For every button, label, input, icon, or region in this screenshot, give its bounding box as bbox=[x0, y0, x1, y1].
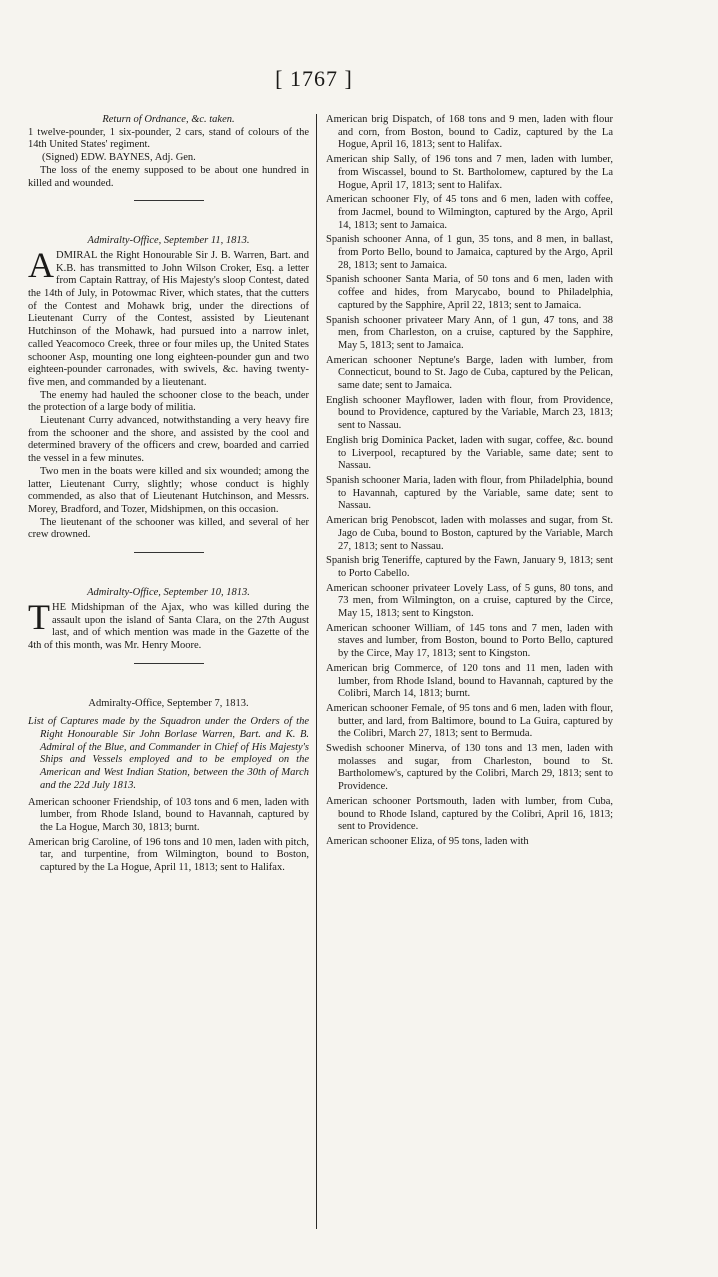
list-item: American schooner Fly, of 45 tons and 6 men, laden with coffee, from Jacmel, bound to Wilmington, captured by the Argo, April 14, 1813; sent to Jamaica. bbox=[326, 194, 613, 231]
right-column bbox=[326, 114, 613, 851]
list-item: American schooner Friendship, of 103 tons and 6 men, laden with lumber, from Rhode Island, bound to Havannah, captured by the La Hogue, March 30, 1813; burnt. bbox=[28, 796, 309, 833]
list-item: American schooner Eliza, of 95 tons, laden with bbox=[326, 835, 529, 847]
sept-11-paragraph-5: The lieutenant of the schooner was killed, and several of her crew drowned. bbox=[28, 516, 309, 541]
list-item: Swedish schooner Minerva, of 130 tons and 13 men, laden with molasses and sugar, from Charleston, bound to St. Bartholomew's, captured by the Colibri, March 29, 1813; sent to Providence. bbox=[326, 743, 613, 793]
section-heading-sept-11: Admiralty-Office, September 11, 1813. bbox=[87, 235, 250, 247]
sept-11-paragraph-3: Lieutenant Curry advanced, notwithstanding a very heavy fire from the schooner and the shore, and assisted by the cool and determined bravery of the officers and crew, boarded and carried the vessel in a few minutes. bbox=[28, 415, 309, 465]
list-item: American schooner Female, of 95 tons and 6 men, laden with flour, butter, and lard, from Baltimore, bound to La Guira, captured by the Colibri, March 27, 1813; sent to Bermuda. bbox=[326, 702, 613, 740]
sept-11-paragraph-2: The enemy had hauled the schooner close to the beach, under the protection of a large body of militia. bbox=[28, 389, 309, 414]
sept-11-paragraph-1 bbox=[28, 244, 309, 390]
captures-list-intro: List of Captures made by the Squadron under the Orders of the Right Honourable Sir John Borlase Warren, Bart. and K. B. Admiral of the Blue, and Commander in Chief of His Majesty's Ships and Vessels employed and to be employed on the American and West Indian Station, between the 30th of March and the 22d July 1813. bbox=[28, 716, 309, 791]
list-item: American schooner Neptune's Barge, laden with lumber, from Connecticut, bound to St. Jago de Cuba, captured by the Pelican, same date; sent to Jamaica. bbox=[326, 354, 613, 392]
list-item: Spanish schooner privateer Mary Ann, of 1 gun, 47 tons, and 38 men, from Charleston, on a cruise, captured by the Sapphire, May 5, 1813; sent to Jamaica. bbox=[326, 314, 613, 351]
left-column bbox=[28, 114, 309, 877]
list-item: Spanish schooner Anna, of 1 gun, 35 tons, and 8 men, in ballast, from Porto Bello, bound to Jamaica, captured by the Argo, April 28, 1813; sent to Jamaica. bbox=[326, 234, 613, 271]
page-number: [ 1767 ] bbox=[275, 66, 353, 91]
list-item: American schooner Portsmouth, laden with lumber, from Cuba, bound to Rhode Island, captured by the Colibri, April 16, 1813; sent to Providence. bbox=[326, 795, 613, 833]
sept-11-paragraph-1-text: DMIRAL the Right Honourable Sir J. B. Warren, Bart. and K.B. has transmitted to John Wilson Croker, Esq. a letter from Captain Rattray, of His Majesty's sloop Contest, dated the 14th of July, in Potowmac River, which states, that the cutters of the Contest and Mohawk brig, under the directions of Lieutenant Curry of the Contest, assisted by Lieutenant Hutchinson of the Mohawk, had pursued into a narrow inlet, called Yeacomoco Creek, three or four miles up, the United States schooner Asp, mounting one long eighteen-pounder gun and two eighteen-pounder carronades, with swivels, &c. having twenty-five men, and commanded by a lieutenant. bbox=[28, 249, 309, 388]
list-item: American ship Sally, of 196 tons and 7 men, laden with lumber, from Wiscassel, bound to St. Bartholomew, captured by the La Hogue, April 17, 1813; sent to Halifax. bbox=[326, 154, 613, 191]
drop-cap: A bbox=[28, 244, 54, 285]
list-item: American schooner privateer Lovely Lass, of 5 guns, 80 tons, and 73 men, from Wilmington, on a cruise, captured by the Circe, May 15, 1813; sent to Kingston. bbox=[326, 582, 613, 620]
list-item: Spanish schooner Santa Maria, of 50 tons and 6 men, laden with coffee and hides, from Marycabo, bound to Philadelphia, captured by the Sapphire, April 22, 1813; sent to Jamaica. bbox=[326, 274, 613, 311]
ordnance-loss: The loss of the enemy supposed to be about one hundred in killed and wounded. bbox=[28, 164, 309, 189]
sept-10-paragraph-1-text: HE Midshipman of the Ajax, who was killed during the assault upon the island of Santa Clara, on the 27th August last, and of which mention was made in the Gazette of the 4th of this month, was Mr. Henry Moore. bbox=[28, 601, 309, 651]
sept-10-paragraph-1 bbox=[28, 596, 309, 653]
list-item: English schooner Mayflower, laden with flour, from Providence, bound to Providence, captured by the Variable, March 23, 1813; sent to Nassau. bbox=[326, 394, 613, 432]
list-item: English brig Dominica Packet, laden with sugar, coffee, &c. bound to Liverpool, recaptured by the Variable, same date; sent to Nassau. bbox=[326, 434, 613, 472]
list-item: American brig Caroline, of 196 tons and 10 men, laden with pitch, tar, and turpentine, from Wilmington, bound to Boston, captured by the La Hogue, April 11, 1813; sent to Halifax. bbox=[28, 836, 309, 874]
sept-11-paragraph-4: Two men in the boats were killed and six wounded; among the latter, Lieutenant Curry, slightly; whose conduct is highly commended, as also that of Lieutenant Hutchinson, and Messrs. Morey, Bradford, and Tozer, Midshipmen, on this occasion. bbox=[28, 465, 309, 515]
section-heading-sept-10: Admiralty-Office, September 10, 1813. bbox=[87, 587, 250, 599]
list-item: Spanish schooner Maria, laden with flour, from Philadelphia, bound to Havannah, captured by the Variable, same date; sent to Nassau. bbox=[326, 474, 613, 512]
list-item: American brig Penobscot, laden with molasses and sugar, from St. Jago de Cuba, bound to Boston, captured by the Variable, March 27, 1813; sent to Nassau. bbox=[326, 515, 613, 552]
column-rule bbox=[316, 114, 317, 1229]
ordnance-signed: (Signed) EDW. BAYNES, Adj. Gen. bbox=[42, 152, 196, 164]
section-heading-sept-7: Admiralty-Office, September 7, 1813. bbox=[88, 697, 249, 709]
ordnance-text: 1 twelve-pounder, 1 six-pounder, 2 cars, stand of colours of the 14th United States' regiment. bbox=[28, 126, 309, 151]
list-item: American brig Dispatch, of 168 tons and 9 men, laden with flour and corn, from Boston, bound to Cadiz, captured by the La Hogue, April 16, 1813; sent to Halifax. bbox=[326, 114, 613, 151]
ordnance-title: Return of Ordnance, &c. taken. bbox=[102, 114, 235, 125]
list-item: American schooner William, of 145 tons and 7 men, laden with staves and lumber, from Boston, bound to Porto Bello, captured by the Circe, May 17, 1813; sent to Kingston. bbox=[326, 622, 613, 660]
list-item: Spanish brig Teneriffe, captured by the Fawn, January 9, 1813; sent to Porto Cabello. bbox=[326, 555, 613, 579]
drop-cap: T bbox=[28, 596, 50, 637]
list-item: American brig Commerce, of 120 tons and 11 men, laden with lumber, from Rhode Island, bound to Havannah, captured by the Colibri, March 14, 1813; burnt. bbox=[326, 662, 613, 700]
